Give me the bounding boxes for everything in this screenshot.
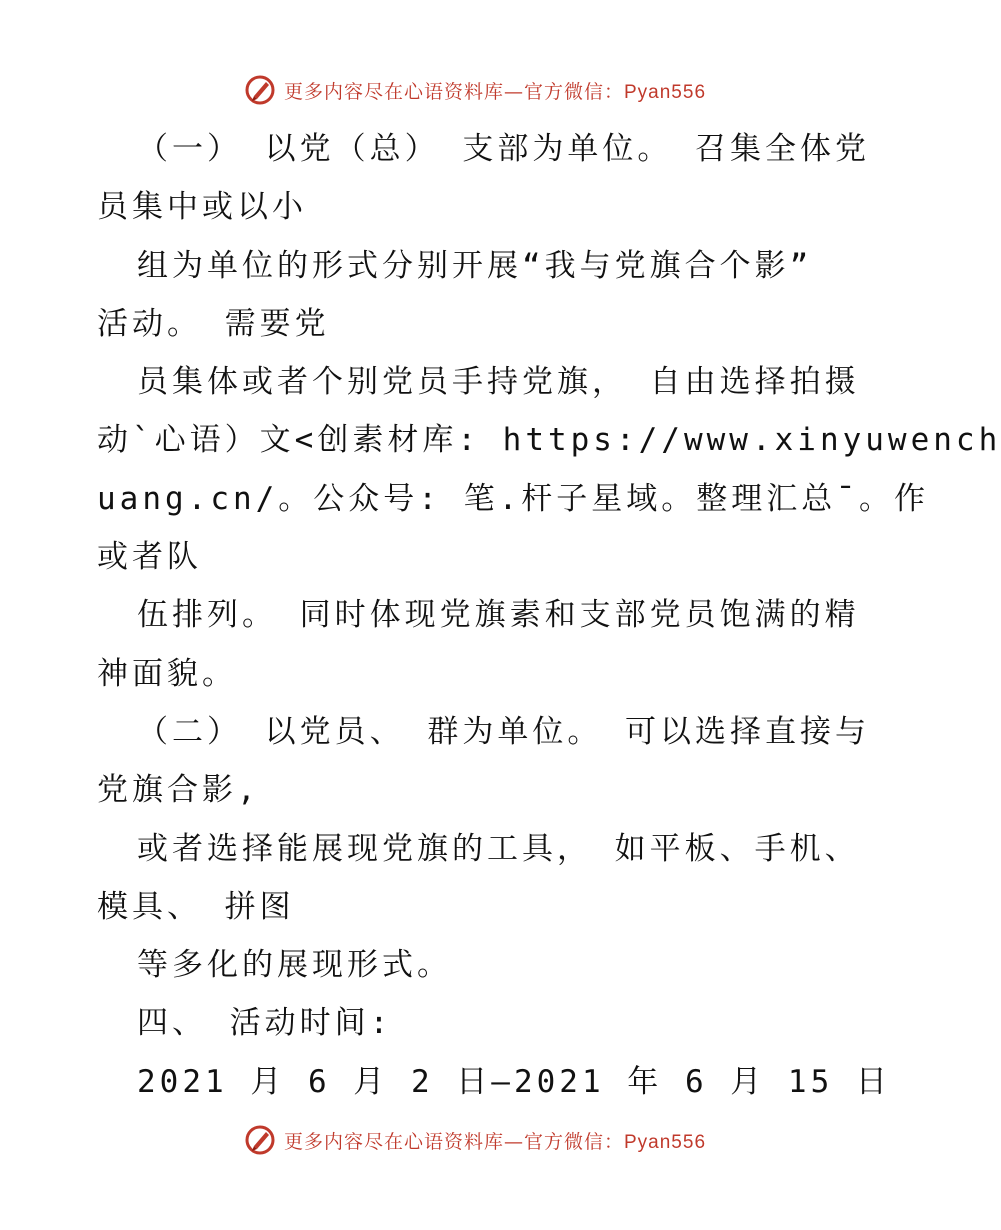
watermark-sub-text: —官方微信： [503,1130,624,1153]
text-line: 或者队 [97,539,202,576]
text-line: 模具、 拼图 [97,888,295,925]
text-line: 神面貌。 [97,655,237,692]
footer-watermark [0,1120,950,1160]
text-line: 员集中或以小 [97,189,307,226]
document-body [97,120,1001,1111]
text-line: 等多化的展现形式。 [137,947,452,984]
text-line: 伍排列。 同时体现党旗素和支部党员饱满的精 [137,597,860,634]
watermark-wechat-id: Pyan556 [624,1131,707,1153]
text-line: 活动。 需要党 [97,305,330,342]
text-line: 组为单位的形式分别开展“我与党旗合个影” [137,247,813,284]
header-watermark [0,70,950,110]
watermark-main-text: 更多内容尽在心语资料库 [283,1130,504,1153]
text-line: （二） 以党员、 群为单位。 可以选择直接与 [137,713,870,750]
text-line: 或者选择能展现党旗的工具， 如平板、手机、 [137,830,860,867]
watermark-sub-text: —官方微信： [503,80,624,103]
text-line: （一） 以党（总） 支部为单位。 召集全体党 [137,131,870,167]
date-range: 2021 月 6 月 2 日—2021 年 6 月 15 日 [137,1063,891,1100]
section-heading: 四、 活动时间: [137,1005,393,1042]
text-line: 动`心语）文<创素材库: https://www.xinyuwench [97,422,1001,459]
pen-logo-icon [244,74,276,106]
text-line: 员集体或者个别党员手持党旗， 自由选择拍摄 [137,364,860,401]
watermark-main-text: 更多内容尽在心语资料库 [283,80,504,103]
text-line: 党旗合影, [97,772,260,809]
text-line: uang.cn/。公众号: 笔.杆子星域。整理汇总¯。作 [97,480,929,517]
pen-logo-icon [244,1124,276,1156]
watermark-wechat-id: Pyan556 [624,81,707,103]
